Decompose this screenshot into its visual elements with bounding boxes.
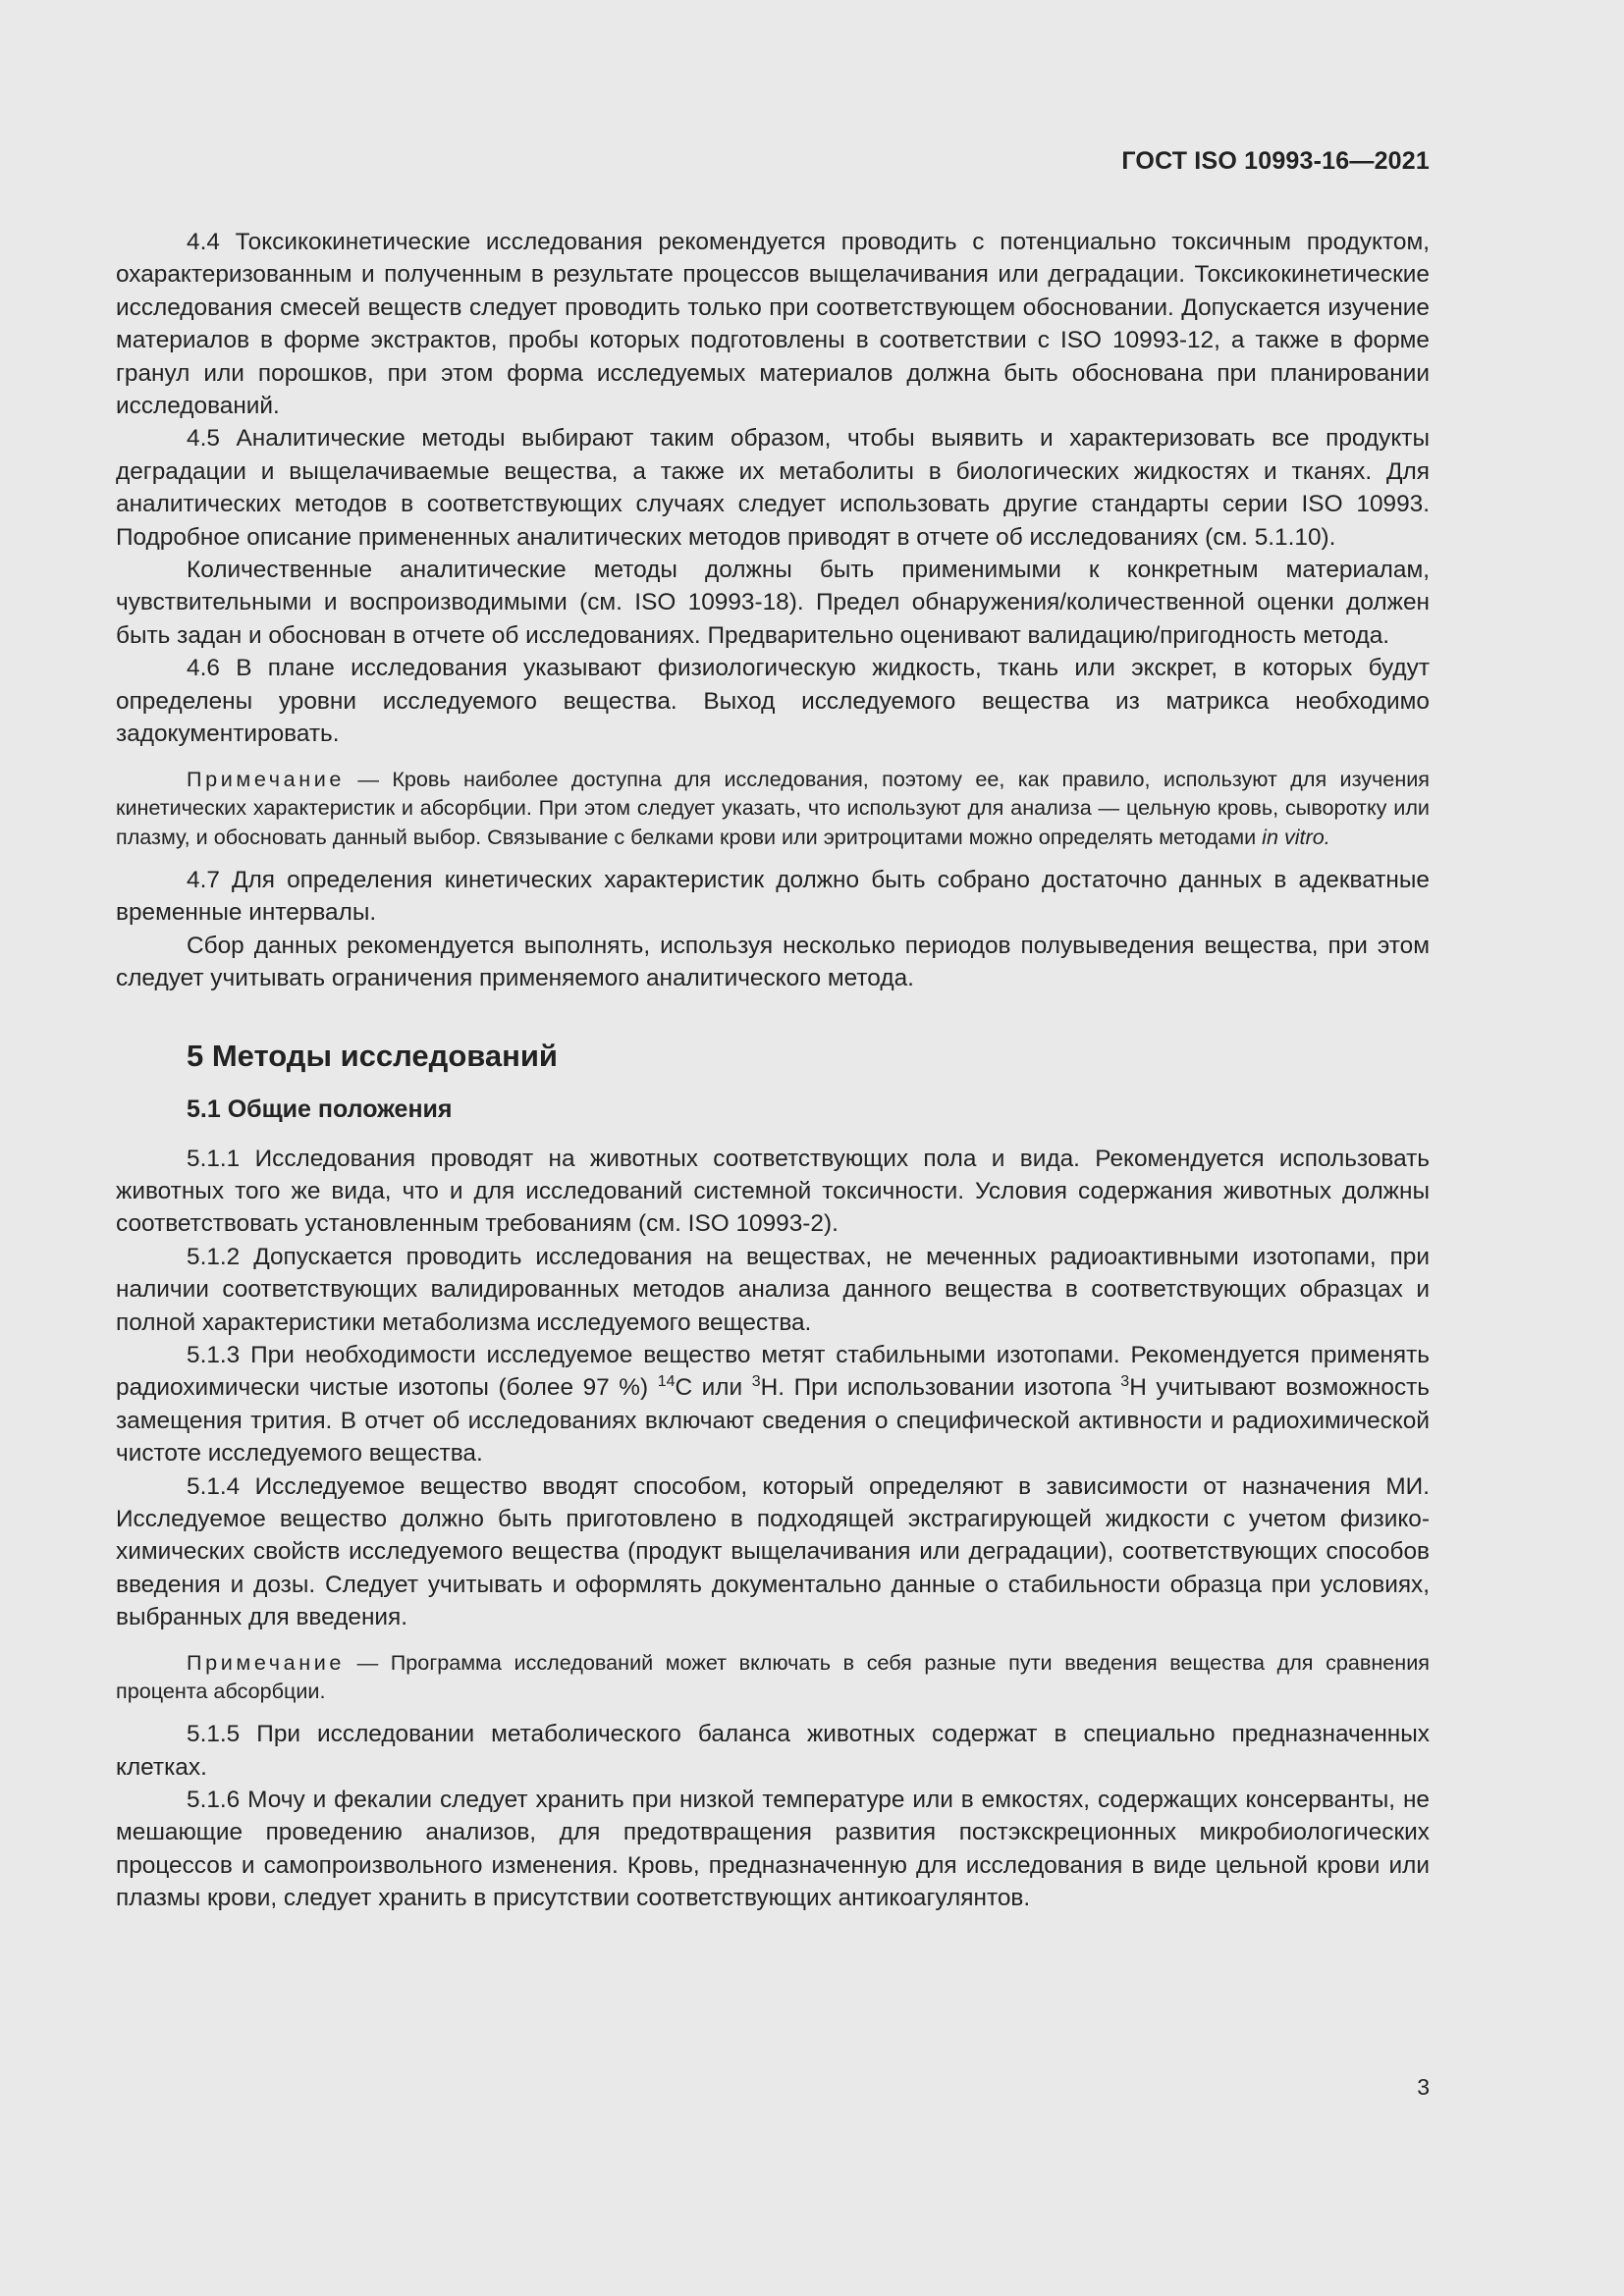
paragraph-4-5-continued: Количественные аналитические методы должны быть применимыми к конкретным материалам, чувствительными и воспроизводимыми (см. ISO 10993-18). Предел обнаружения/количественной оценки должен быть задан и обоснован в отчете об исследованиях. Предварительно оценивают валидацию/пригодность метода. <box>116 557 1430 649</box>
paragraph-4-6: 4.6 В плане исследования указывают физиологическую жидкость, ткань или экскрет, в которых будут определены уровни исследуемого вещества. Выход исследуемого вещества из матрикса необходимо задокументировать. <box>116 655 1430 748</box>
note-label: Примечание <box>187 766 345 791</box>
text-run: Н. При использовании изотопа <box>760 1374 1121 1402</box>
section-5-heading: 5 Методы исследований <box>187 1038 558 1073</box>
note-italic: in vitro. <box>1262 825 1330 850</box>
text-run: Н учитывают возможность замещения трития. В отчет об исследованиях включают сведения о специфической активности и радиохимической чистоте исследуемого вещества. <box>116 1374 1431 1468</box>
note-label: Примечание <box>187 1649 345 1675</box>
text-run: 5.1.3 При необходимости исследуемое вещество метят стабильными изотопами. Рекомендуется применять радиохимически чистые изотопы (более 97 %) <box>116 1341 1430 1402</box>
document-header: ГОСТ ISO 10993-16—2021 <box>1121 147 1430 175</box>
section-5-1-heading: 5.1 Общие положения <box>187 1095 453 1123</box>
superscript: 3 <box>751 1373 761 1391</box>
paragraph-5-1-2: 5.1.2 Допускается проводить исследования на веществах, не меченных радиоактивными изотопами, при наличии соответствующих валидированных методов анализа данного вещества в соответствующих образцах и полной характеристики метаболизма исследуемого вещества. <box>116 1243 1430 1336</box>
paragraph-4-7-continued: Сбор данных рекомендуется выполнять, используя несколько периодов полувыведения вещества, при этом следует учитывать ограничения применяемого аналитического метода. <box>116 932 1430 992</box>
text-run: С или <box>675 1374 752 1402</box>
superscript: 3 <box>1120 1373 1130 1391</box>
paragraph-4-7: 4.7 Для определения кинетических характеристик должно быть собрано достаточно данных в адекватные временные интервалы. <box>116 866 1430 927</box>
paragraph-5-1-1: 5.1.1 Исследования проводят на животных соответствующих пола и вида. Рекомендуется использовать животных того же вида, что и для исследований системной токсичности. Условия содержания животных должны соответствовать установленным требованиям (см. ISO 10993-2). <box>116 1145 1430 1238</box>
paragraph-5-1-4: 5.1.4 Исследуемое вещество вводят способом, который определяют в зависимости от назначения МИ. Исследуемое вещество должно быть приготовлено в подходящей экстрагирующей жидкости с учетом физико-химических свойств исследуемого вещества (продукт выщелачивания или деградации), соответствующих способов введения и дозы. Следует учитывать и оформлять документально данные о стабильности образца при условиях, выбранных для введения. <box>116 1472 1430 1631</box>
document-body <box>116 226 1430 1915</box>
page-number: 3 <box>1417 2074 1430 2100</box>
paragraph-5-1-3 <box>116 1339 1430 1470</box>
note-1 <box>116 765 1430 852</box>
paragraph-4-5: 4.5 Аналитические методы выбирают таким образом, чтобы выявить и характеризовать все продукты деградации и выщелачиваемые вещества, а также их метаболиты в биологических жидкостях и тканях. Для аналитических методов в соответствующих случаях следует использовать другие стандарты серии ISO 10993. Подробное описание примененных аналитических методов приводят в отчете об исследованиях (см. 5.1.10). <box>116 425 1430 551</box>
paragraph-5-1-6: 5.1.6 Мочу и фекалии следует хранить при низкой температуре или в емкостях, содержащих консерванты, не мешающие проведению анализов, для предотвращения развития постэкскреционных микробиологических процессов и самопроизвольного изменения. Кровь, предназначенную для исследования в виде цельной крови или плазмы крови, следует хранить в присутствии соответствующих антикоагулянтов. <box>116 1787 1430 1912</box>
note-2 <box>116 1648 1430 1707</box>
paragraph-5-1-5: 5.1.5 При исследовании метаболического баланса животных содержат в специально предназначенных клетках. <box>116 1721 1430 1781</box>
superscript: 14 <box>657 1373 676 1391</box>
note-text: — Программа исследований может включать в себя разные пути введения вещества для сравнения процента абсорбции. <box>116 1649 1430 1704</box>
paragraph-4-4: 4.4 Токсикокинетические исследования рекомендуется проводить с потенциально токсичным продуктом, охарактеризованным и полученным в результате процессов выщелачивания или деградации. Токсикокинетические исследования смесей веществ следует проводить только при соответствующем обосновании. Допускается изучение материалов в форме экстрактов, пробы которых подготовлены в соответствии с ISO 10993-12, а также в форме гранул или порошков, при этом форма исследуемых материалов должна быть обоснована при планировании исследований. <box>116 229 1430 420</box>
note-text: — Кровь наиболее доступна для исследования, поэтому ее, как правило, используют для изучения кинетических характеристик и абсорбции. При этом следует указать, что используют для анализа — цельную кровь, сыворотку или плазму, и обосновать данный выбор. Связывание с белками крови или эритроцитами можно определять методами <box>116 766 1430 850</box>
